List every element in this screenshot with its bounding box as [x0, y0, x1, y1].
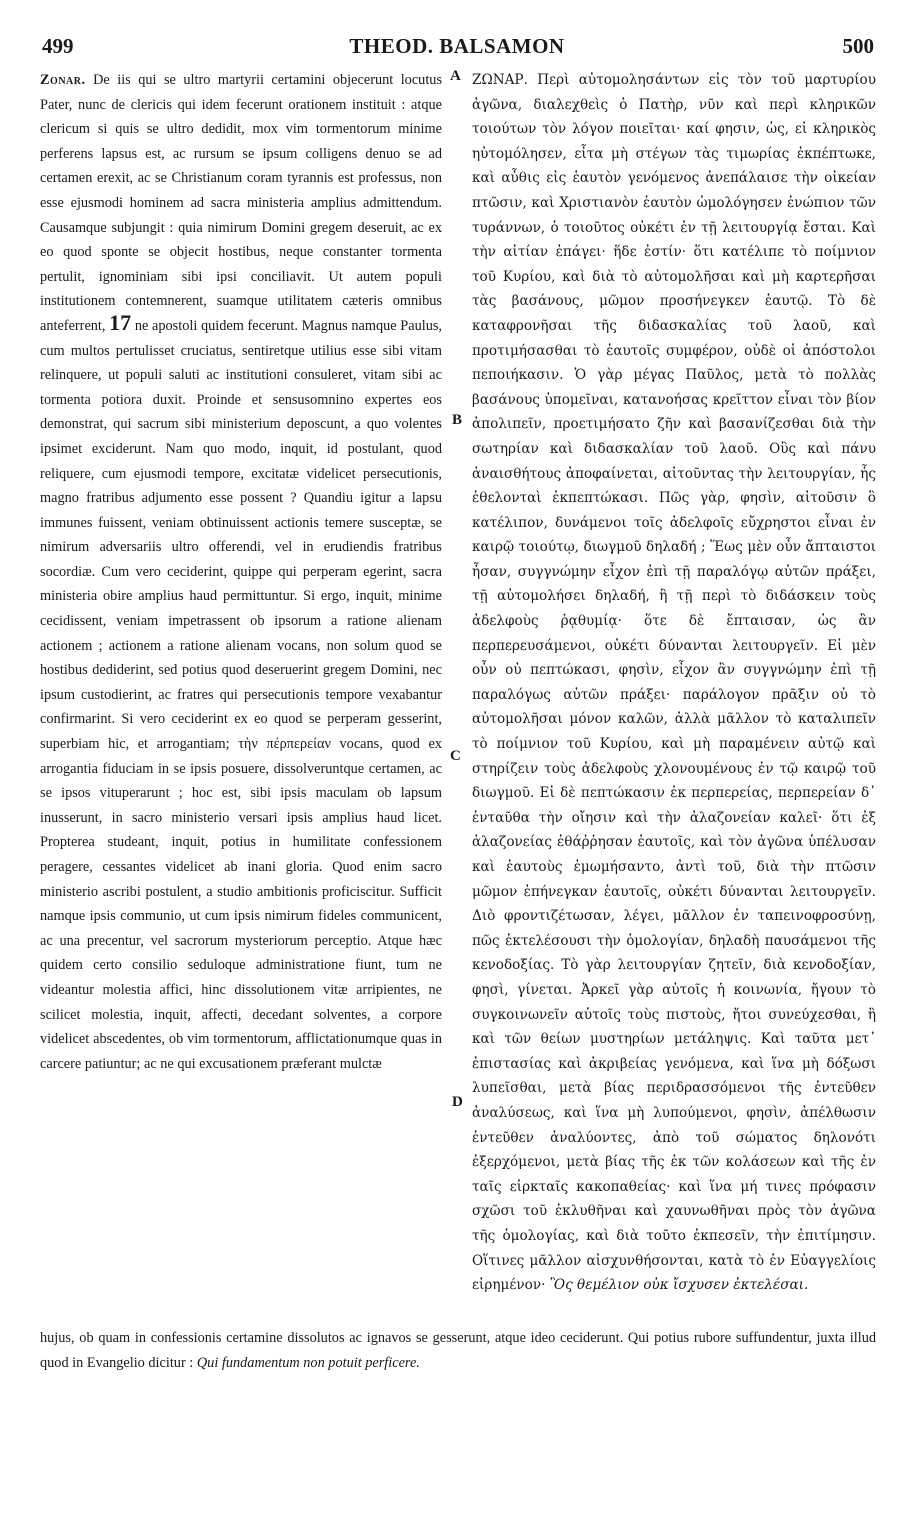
- running-title: THEOD. BALSAMON: [349, 34, 565, 58]
- page-number-right: 500: [842, 34, 874, 58]
- bottom-paragraph: [40, 1326, 876, 1375]
- latin-text-part-2: ne apostoli quidem fecerunt. Magnus namque Paulus, cum multos pertulisset cruciatus, sentiretque utilius esse sibi vitam relinquere, ut populi saluti ac institutioni consuleret, vitam sibi ac tormenta potiora duxit. Proinde et sensusomnino expertes eos demonstrat, qui sacrum sibi ministerium deposcunt, a quo volentes ipsimet exciderunt. Nam quo modo, inquit, id postulant, quod reliquere, cum ejusmodi tempore, excitatæ videlicet persecutionis, magno fratribus adjumento esse possent ? Quandiu igitur a lapsu immunes fuissent, veniam obtinuissent actionis temere susceptæ, se nimirum adversariis ultro offerendi, vel in erudiendis fratribus socordiæ. Cum vero ceciderint, quippe qui perperam egerint, sacra ministeria obire amplius haud permittuntur. Si ergo, inquit, minime cecidissent, veniam impetrassent ob ipsorum a ratione alienam actionem ; actionem a ratione alienam vocans, non solum quod se hostibus dediderint, sed potius quod deseruerint gregem Domini, nec ipsum custodierint, ac fratres qui persecutionis tempore vexabantur confirmarint. Si vero ceciderint ex eo quod se perperam gesserint, superbiam hic, et arrogantiam;: [40, 317, 443, 753]
- latin-column: [40, 68, 442, 1076]
- greek-text: Περὶ αὐτομολησάντων εἰς τὸν τοῦ μαρτυρίου ἀγῶνα, διαλεχθεὶς ὁ Πατὴρ, νῦν καὶ περὶ κληρικῶν τοιούτων τὸν λόγον ποιεῖται· καί φησιν, ὡς, εἰ κληρικὸς ηὐτομόλησεν, εἶτα μὴ στέγων τὰς τιμωρίας ἐκπέπτωκε, καὶ αὖθις εἰς ἑαυτὸν γενόμενος ἀνεπάλαισε τὴν οἰκείαν πτῶσιν, καὶ Χριστιανὸν ἑαυτὸν ὡμολόγησεν ἐνώπιον τῶν τυράννων, ὁ τοιοῦτος οὐκέτι ἐν τῇ λειτουργίᾳ ἔσται. Καὶ τὴν αἰτίαν ἐπάγει· ἥδε ἐστίν· ὅτι κατέλιπε τὸ ποίμνιον τοῦ Κυρίου, καὶ διὰ τὸ αὐτομολῆσαι καὶ μὴ καρτερῆσαι τὰς βασάνους, μῶμον προσήνεγκεν ἑαυτῷ. Τὸ δὲ καταφρονῆσαι τῆς διδασκαλίας τοῦ λαοῦ, καὶ προτιμήσασθαι τὸ ἑαυτοῖς συμφέρον, οὐδὲ οἱ ἀπόστολοι πεποιήκασιν. Ὁ γὰρ μέγας Παῦλος, μετὰ τὸ πολλὰς βασάνους ὑπομεῖναι, κατανοήσας κρεῖττον εἶναι τὸν βίον ἀπολιπεῖν, προετιμήσατο ζῆν καὶ βασανίζεσθαι διὰ τὴν σωτηρίαν καὶ διδασκαλίαν τοῦ λαοῦ. Οὓς καὶ πάνυ ἀναισθήτους ἀποφαίνεται, αἰτοῦντας τὴν λειτουργίαν, ἧς ἐθελονταὶ ἐκπεπτώκασι. Πῶς γὰρ, φησὶν, αἰτοῦσιν ὃ κατέλιπον, δυνάμενοι τοῖς ἀδελφοῖς εὔχρηστοι εἶναι ἐν καιρῷ τοιούτῳ, διωγμοῦ δηλαδή ; Ἕως μὲν οὖν ἄπταιστοι ἦσαν, συγγνώμην εἶχον ἐπὶ τῇ παραλόγῳ αὐτῶν πράξει, τῇ αὐτομολήσει δηλαδή, ἢ τῇ περὶ τὸ διδάσκειν τοὺς ἀδελφοὺς ῥᾳθυμίᾳ· ὅτε δὲ ἔπταισαν, ὡς ἂν περπερευσάμενοι, οὐκέτι δύνανται λειτουργεῖν. Εἰ μὲν οὖν οὐ πεπτώκασι, φησὶν, εἶχον ἂν συγγνώμην ἐπὶ τῇ παραλόγως αὐτῶν πράξει· παράλογον πρᾶξιν οὐ τὸ αὐτομολῆσαι μόνον καλῶν, ἀλλὰ μᾶλλον τὸ καταλιπεῖν τὸ ποίμνιον τοῦ Κυρίου, καὶ μὴ παραμένειν αὐτῷ καὶ στηρίζειν τοὺς ἀδελφοὺς χλονουμένους ἐν τῷ καιρῷ τοῦ διωγμοῦ. Εἰ δὲ πεπτώκασιν ἐκ περπερείας, περπερείαν δ᾽ ἐνταῦθα τὴν οἴησιν καὶ τὴν ἀλαζονείαν καλεῖ· ὅτι ἐξ ἀλαζονείας ἐθάῤῥησαν ἑαυτοῖς, καὶ τὸν ἀγῶνα ὑπέλυσαν καὶ ἑαυτοὺς ἐμωμήσαντο, ἀντὶ τοῦ, διὰ τὴν πτῶσιν μῶμον ἐπήνεγκαν ἑαυτοῖς, οὐκέτι δύνανται λειτουργεῖν. Διὸ φροντιζέτωσαν, λέγει, μᾶλλον ἐν ταπεινοφροσύνῃ, πῶς ἐκτελέσουσι τὴν ὁμολογίαν, δηλαδὴ παυσάμενοι τῆς κενοδοξίας. Τὸ γὰρ λειτουργίαν ζητεῖν, διὰ κενοδοξίαν, φησὶ, γίνεται. Ἀρκεῖ γὰρ αὐτοῖς ἡ κοινωνία, ἤγουν τὸ συγκοινωνεῖν αὐτοῖς τοὺς πιστοὺς, ἤτοι συνεύχεσθαι, ἢ καὶ τῶν θείων μυστηρίων μετάληψις. Καὶ ταῦτα μετ᾽ ἐπιστασίας καὶ ἀκριβείας γενόμενα, καὶ ἵνα μὴ δόξωσι λυπεῖσθαι, μετὰ βίας περιδρασσόμενοι τῆς ἐντεῦθεν ἀναλύσεως, καὶ ἵνα μὴ λυπούμενοι, φησὶν, ἀπέλθωσιν ἐντεῦθεν ἀναλύοντες, ἀπὸ τοῦ σώματος δηλονότι ἐξερχόμενοι, μετὰ βίας τῆς ἐκ τῶν κολάσεων καὶ τῆς ἐν ταῖς εἱρκταῖς κακοπαθείας· καὶ ἵνα μή τινες πρόφασιν σχῶσι τοῦ ἐκλυθῆναι καὶ χαυνωθῆναι πρὸς τὸν ἀγῶνα τῆς ὁμολογίας, καὶ διὰ τοῦτο ἐκπεσεῖν, τὴν ἐπιτίμησιν. Οἵτινες μᾶλλον αἰσχυνθήσονται, κατὰ τὸ ἐν Εὐαγγελίοις εἰρημένον·: [472, 72, 876, 1294]
- greek-gospel-quote: Ὃς θεμέλιον οὐκ ἴσχυσεν ἐκτελέσαι.: [549, 1277, 809, 1294]
- running-header: [30, 30, 884, 64]
- latin-continuation: [40, 1326, 876, 1375]
- latin-greek-quote: τὴν πέρπερείαν: [238, 736, 331, 753]
- latin-text-part-1: De iis qui se ultro martyrii certamini objecerunt locutus Pater, nunc de clericis qui idem fecerunt orationem instituit : atque clericum si quis se ultro dedidit, mox vim tormentorum minime perferens lapsus est, ac rursum se ipsum colligens denuo se ad certamen erexit, ac se Christianum coram tyrannis est professus, non esse ejusmodi hominem ad sacra ministeria amplius admittendum. Causamque subjungit : quia nimirum Domini gregem deseruit, ac ex eo quod sponte se objecit hostibus, neque constanter tormenta pertulit, ignominiam sibi ipsi conciliavit. Ut autem populi institutionem contemnerent, suamque utilitatem cæteris omnibus anteferrent,: [40, 72, 443, 334]
- bottom-gospel-quote: Qui fundamentum non potuit perficere.: [196, 1354, 420, 1371]
- page-number-left: 499: [42, 34, 74, 58]
- margin-marker-c: C: [450, 748, 461, 764]
- margin-marker-a: A: [450, 68, 461, 84]
- bottom-text: hujus, ob quam in confessionis certamine dissolutos ac ignavos se gesserunt, atque ideo ceciderunt. Qui potius rubore suffundentur, juxta illud quod in Evangelio dicitur :: [40, 1330, 876, 1371]
- latin-paragraph: [40, 68, 442, 1076]
- greek-incipit: ΖΩΝΑΡ.: [472, 72, 528, 88]
- margin-marker-b: B: [452, 412, 463, 428]
- greek-paragraph: [472, 68, 876, 1298]
- latin-text-part-3: vocans, quod ex arrogantia fiduciam in se ipsis posuere, dissolveruntque certamen, ac se ipsos vituperarunt ; hoc est, sibi ipsis maculam ob lapsum inusserunt, in sacro ministerio versari ipsis amplius haud licet. Propterea studeant, inquit, potius in humilitate confessionem peragere, cessantes videlicet ab inani gloria. Quod enim sacro ministerio ascribi postulent, a studio ambitionis proficiscitur. Sufficit namque ipsis communio, ut cum ipsis nimirum fideles communicent, ac una precentur, vel sacrorum mysteriorum perceptio. Atque hæc quidem certo consilio seduloque administratione fiunt, tum ne videantur molestia affici, hinc dissolutionem vitæ arripientes, ne scilicet molestia, inquit, affecti, decedant solventes, a corpore videlicet abscedentes, ob vim tormentorum, afflictationumque quas in carcere patiuntur; ac ne qui excusationem præferant mulctæ: [40, 736, 442, 1072]
- section-number: 17: [109, 309, 132, 335]
- latin-incipit: Zonar.: [40, 72, 86, 88]
- greek-column: [472, 68, 876, 1298]
- margin-marker-d: D: [452, 1094, 463, 1110]
